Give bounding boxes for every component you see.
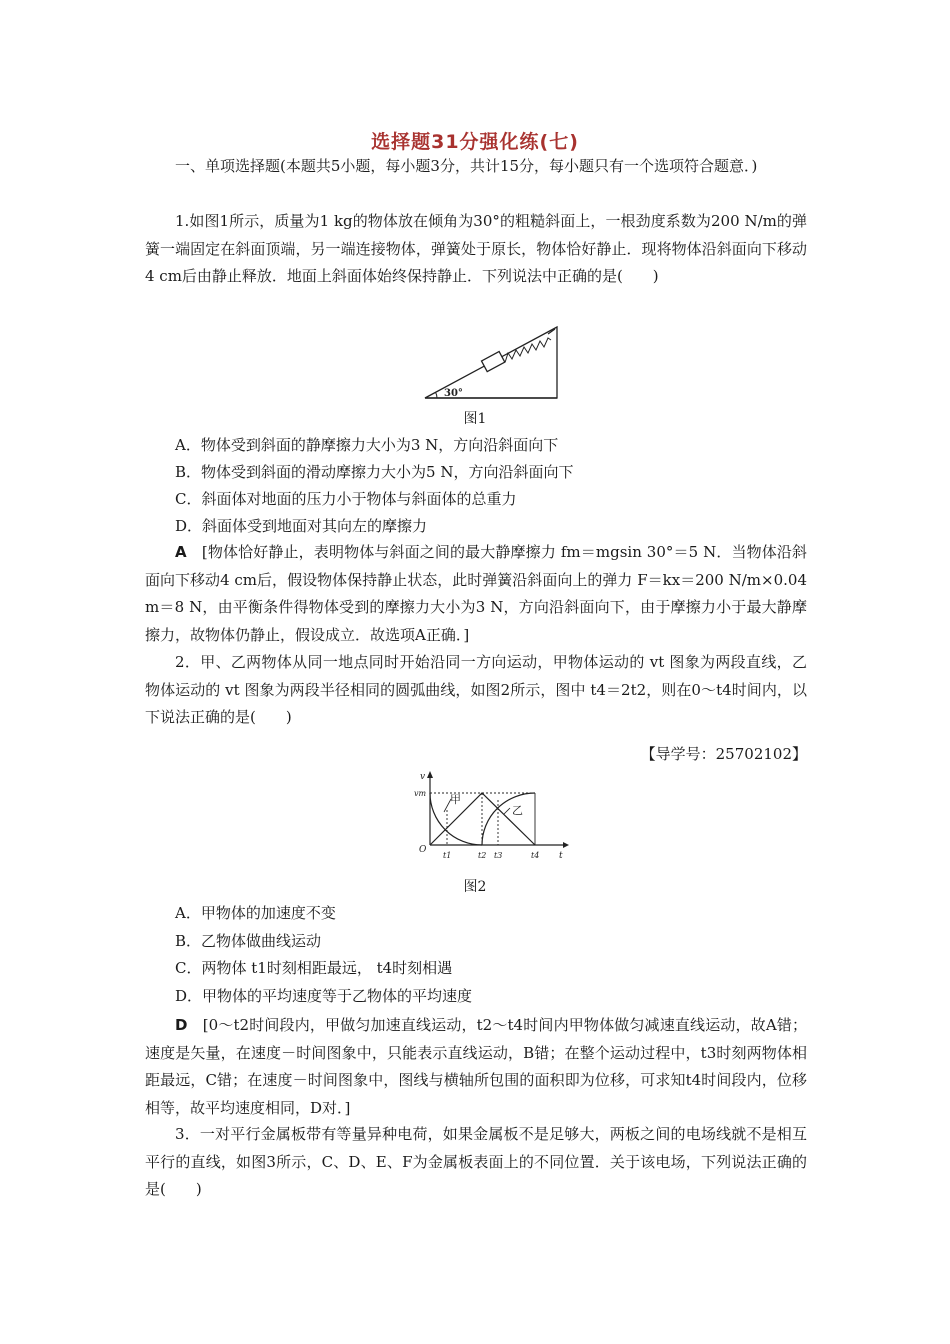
svg-text:v: v [420,772,426,782]
section-intro: 一、单项选择题(本题共5小题，每小题3分，共计15分，每小题只有一个选项符合题意．) [175,157,758,175]
angle-label: 30° [444,388,463,399]
q2-solution [145,1012,807,1122]
svg-text:t4: t4 [531,851,540,860]
svg-text:t: t [559,851,563,861]
figure-1-caption: 图1 [463,411,487,427]
page-title: 选择题31分强化练(七) [371,131,579,153]
q1-solution-text: [物体恰好静止，表明物体与斜面之间的最大静摩擦力 fm＝mgsin 30°＝5 N．当物体沿斜面向下移动4 cm后，假设物体保持静止状态，此时弹簧沿斜面向上的弹力 F＝kx＝200 N/m×0.04 m＝8 N，由平衡条件得物体受到的摩擦力大小为3 N，方向沿斜面向下，由于摩擦力小于最大静摩擦力，故物体仍静止，假设成立．故选项A正确．] [145,543,807,644]
figure-1-incline [420,325,560,400]
question-3-stem: 3．一对平行金属板带有等量异种电荷，如果金属板不是足够大，两板之间的电场线就不是相互平行的直线，如图3所示，C、D、E、F为金属板表面上的不同位置．关于该电场，下列说法正确的是( ) [145,1125,807,1198]
svg-text:O: O [419,845,427,855]
svg-text:t3: t3 [494,851,503,860]
question-1-stem: 1.如图1所示，质量为1 kg的物体放在倾角为30°的粗糙斜面上，一根劲度系数为200 N/m的弹簧一端固定在斜面顶端，另一端连接物体，弹簧处于原长，物体恰好静止．现将物体沿斜面向下移动4 cm后由静止释放．地面上斜面体始终保持静止．下列说法中正确的是( ) [145,212,807,285]
svg-text:乙: 乙 [512,804,523,817]
q1-option-a: A．物体受到斜面的静摩擦力大小为3 N，方向沿斜面向下 [175,436,559,454]
spring [505,338,551,362]
q1-option-d: D．斜面体受到地面对其向左的摩擦力 [175,517,428,535]
q1-answer: A [175,543,187,561]
q1-option-c: C．斜面体对地面的压力小于物体与斜面体的总重力 [175,490,517,508]
q2-option-b: B．乙物体做曲线运动 [175,932,322,950]
svg-text:t2: t2 [478,851,487,860]
figure-2-caption: 图2 [463,879,487,895]
figure-2-vt-graph [400,770,570,865]
q2-option-d: D．甲物体的平均速度等于乙物体的平均速度 [175,987,473,1005]
guide-number: 【导学号：25702102】 [640,745,807,763]
q1-solution [145,539,807,649]
block [482,352,505,372]
svg-text:t1: t1 [443,851,452,860]
svg-text:甲: 甲 [450,793,461,806]
svg-text:vm: vm [414,789,427,798]
q2-solution-text: [0～t2时间段内，甲做匀加速直线运动，t2～t4时间内甲物体做匀减速直线运动，故A错；速度是矢量，在速度－时间图象中，只能表示直线运动，B错；在整个运动过程中，t3时刻两物体相距最远，C错；在速度－时间图象中，图线与横轴所包围的面积即为位移，可求知t4时间段内，位移相等，故平均速度相同，D对．] [145,1016,807,1117]
q2-answer: D [175,1016,188,1034]
q2-option-c: C．两物体 t1时刻相距最远， t4时刻相遇 [175,959,453,977]
q2-option-a: A．甲物体的加速度不变 [175,904,336,922]
q1-option-b: B．物体受到斜面的滑动摩擦力大小为5 N，方向沿斜面向下 [175,463,574,481]
question-2-stem: 2．甲、乙两物体从同一地点同时开始沿同一方向运动，甲物体运动的 vt 图象为两段直线，乙物体运动的 vt 图象为两段半径相同的圆弧曲线，如图2所示，图中 t4＝2t2，则在0～t4时间内，以下说法正确的是( ) [145,653,807,726]
